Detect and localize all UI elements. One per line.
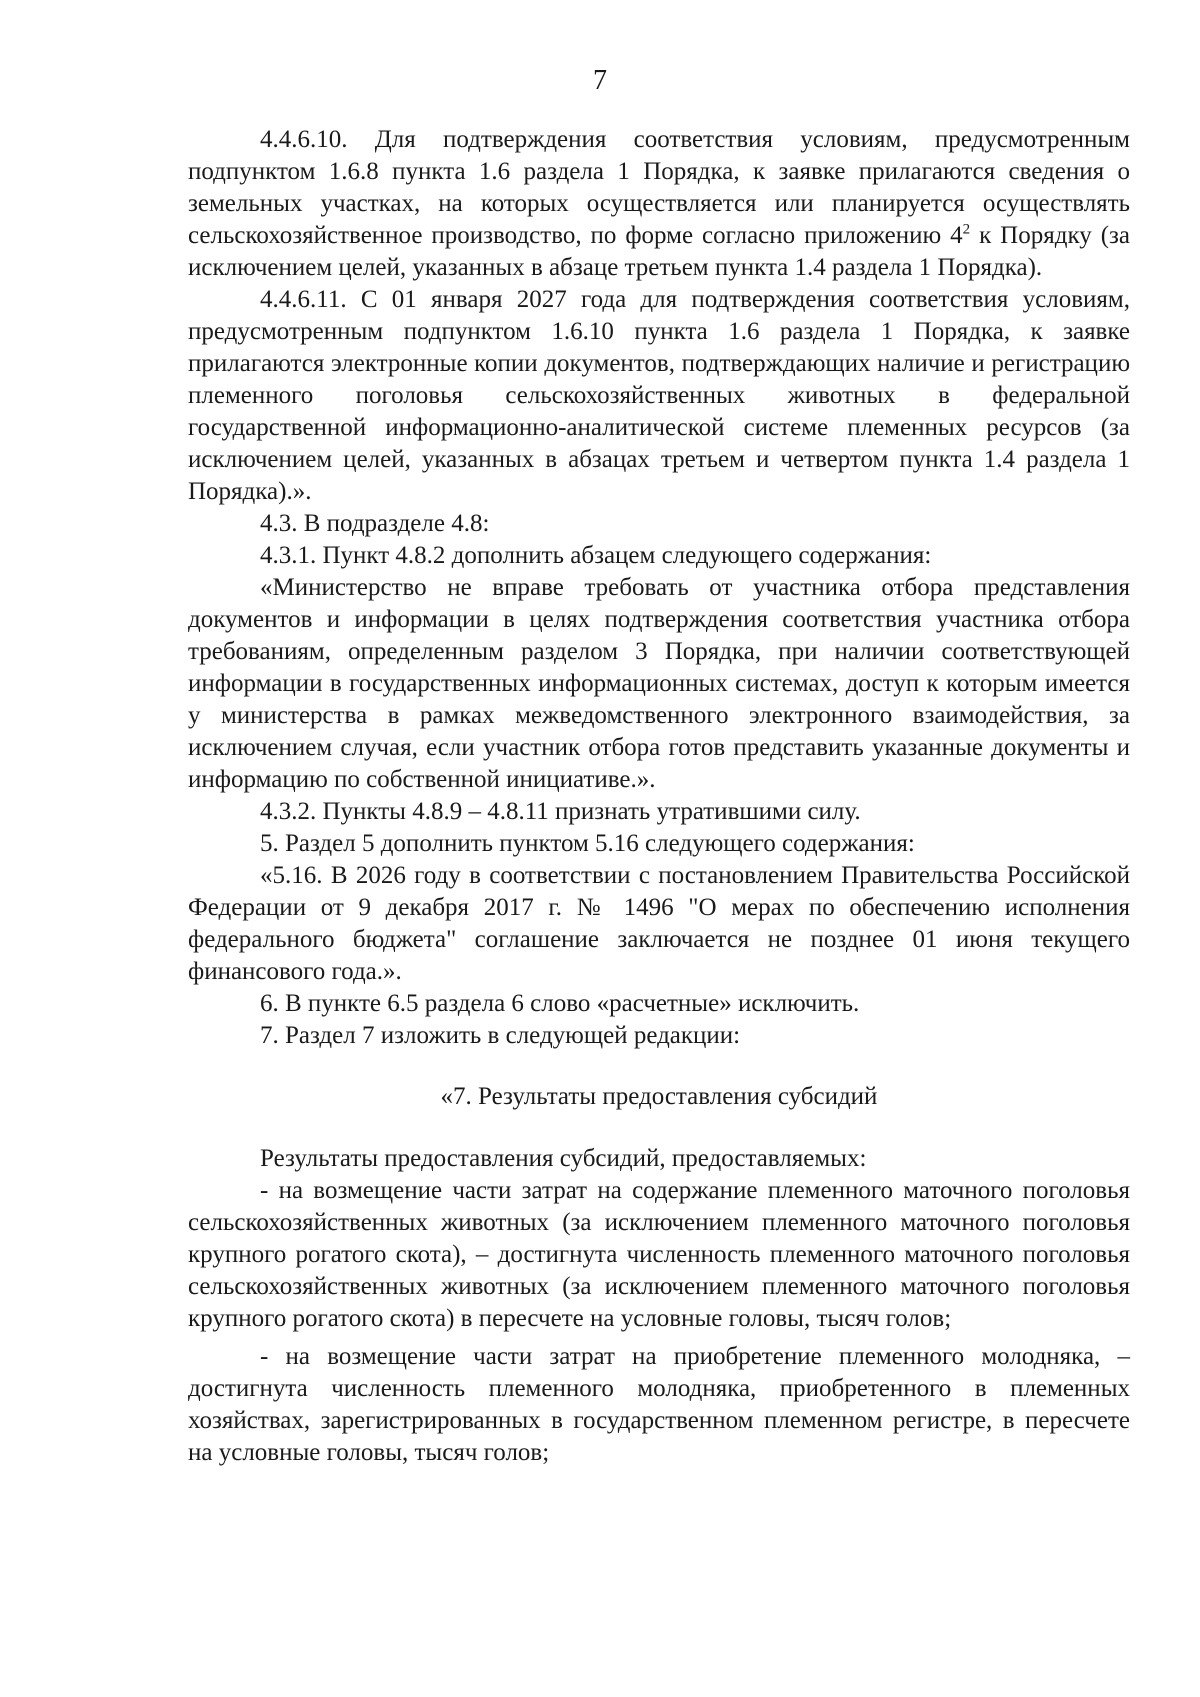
list-item: - на возмещение части затрат на содержание племенного маточного поголовья сельскохозяйственных животных (за исключением племенного маточного поголовья крупного рогатого скота), – достигнута численность племенного маточного поголовья сельскохозяйственных животных (за исключением племенного маточного поголовья крупного рогатого скота) в пересчете на условные головы, тысяч голов; xyxy=(188,1177,1130,1332)
paragraph-6: 6. В пункте 6.5 раздела 6 слово «расчетные» исключить. xyxy=(260,990,860,1017)
paragraph-quote-5-16: «5.16. В 2026 году в соответствии с постановлением Правительства Российской Федерации от 9 декабря 2017 г. № 1496 "О мерах по обеспечению исполнения федерального бюджета" соглашение заключается не позднее 01 июня текущего финансового года.». xyxy=(188,862,1130,985)
page-number: 7 xyxy=(593,65,607,96)
paragraph-5: 5. Раздел 5 дополнить пунктом 5.16 следующего содержания: xyxy=(260,830,915,857)
section-heading: «7. Результаты предоставления субсидий xyxy=(440,1083,878,1110)
paragraph-4-4-6-11: 4.4.6.11. С 01 января 2027 года для подтверждения соответствия условиям, предусмотренным подпунктом 1.6.10 пункта 1.6 раздела 1 Порядка, к заявке прилагаются электронные копии документов, подтверждающих наличие и регистрацию племенного поголовья сельскохозяйственных животных в федеральной государственной информационно-аналитической системе племенных ресурсов (за исключением целей, указанных в абзацах третьем и четвертом пункта 1.4 раздела 1 Порядка).». xyxy=(188,286,1130,505)
paragraph-text: к Порядку (за исключением целей, указанных в абзаце третьем пункта 1.4 раздела 1 Порядка). xyxy=(188,222,1130,281)
paragraph-4-3-1: 4.3.1. Пункт 4.8.2 дополнить абзацем следующего содержания: xyxy=(260,542,932,569)
paragraph-4-3-2: 4.3.2. Пункты 4.8.9 – 4.8.11 признать утратившими силу. xyxy=(260,798,861,825)
paragraph-quote-ministry: «Министерство не вправе требовать от участника отбора представления документов и информации в целях подтверждения соответствия участника отбора требованиям, определенным разделом 3 Порядка, при наличии соответствующей информации в государственных информационных системах, доступ к которым имеется у министерства в рамках межведомственного электронного взаимодействия, за исключением случая, если участник отбора готов представить указанные документы и информацию по собственной инициативе.». xyxy=(188,574,1130,793)
paragraph-results-intro: Результаты предоставления субсидий, предоставляемых: xyxy=(260,1145,867,1172)
paragraph-text: 4.4.6.10. Для подтверждения соответствия условиям, предусмотренным подпунктом 1.6.8 пункта 1.6 раздела 1 Порядка, к заявке прилагаются сведения о земельных участках, на которых осуществляется или планируется осуществлять сельскохозяйственное производство, по форме согласно приложению 4 xyxy=(188,126,1130,249)
document-body xyxy=(188,124,1130,1469)
paragraph-4-3: 4.3. В подразделе 4.8: xyxy=(260,510,490,537)
list-item: - на возмещение части затрат на приобретение племенного молодняка, – достигнута численность племенного молодняка, приобретенного в племенных хозяйствах, зарегистрированных в государственном племенном регистре, в пересчете на условные головы, тысяч голов; xyxy=(188,1343,1130,1466)
paragraph-7: 7. Раздел 7 изложить в следующей редакции: xyxy=(260,1022,741,1049)
paragraph-4-4-6-10 xyxy=(188,124,1130,284)
superscript: 2 xyxy=(962,221,971,238)
